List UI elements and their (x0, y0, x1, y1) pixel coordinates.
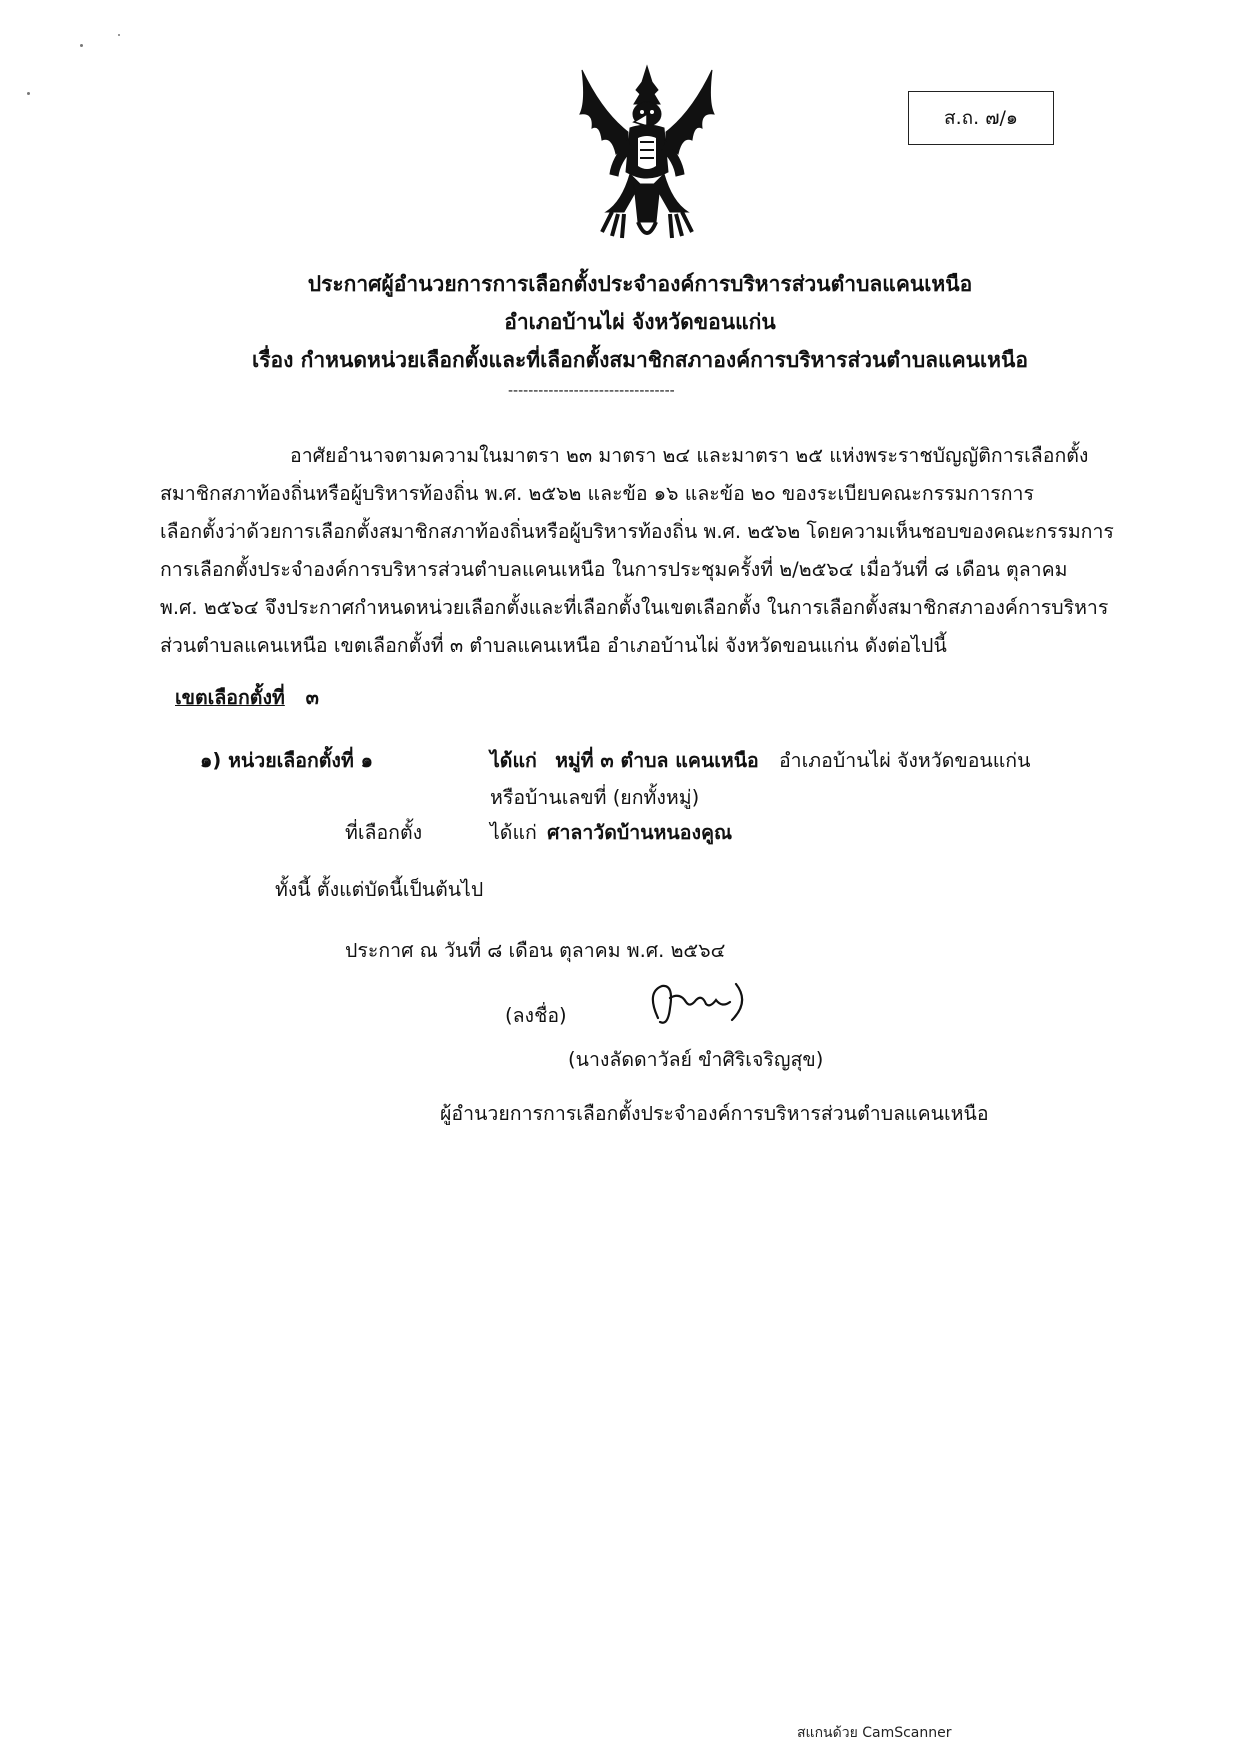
unit-location-rest: อำเภอบ้านไผ่ จังหวัดขอนแก่น (778, 749, 1031, 772)
venue-line (490, 817, 732, 848)
district-heading (175, 682, 319, 713)
body-line-6: ส่วนตำบลแคนเหนือ เขตเลือกตั้งที่ ๓ ตำบลแคนเหนือ อำเภอบ้านไผ่ จังหวัดขอนแก่น ดังต่อไปนี้ (160, 634, 947, 657)
venue-label: ที่เลือกตั้ง (345, 821, 423, 844)
announcement-title: ประกาศผู้อำนวยการการเลือกตั้งประจำองค์การบริหารส่วนตำบลแคนเหนือ (307, 272, 973, 296)
venue-name: ศาลาวัดบ้านหนองคูณ (547, 821, 733, 844)
unit-label: ๑) หน่วยเลือกตั้งที่ ๑ (200, 749, 373, 772)
venue-prefix: ได้แก่ (490, 821, 537, 844)
form-code: ส.ถ. ๗/๑ (944, 107, 1018, 129)
announcement-date: ประกาศ ณ วันที่ ๘ เดือน ตุลาคม พ.ศ. ๒๕๖๔ (345, 939, 726, 962)
district-label: เขตเลือกตั้งที่ (175, 686, 285, 709)
garuda-emblem-icon (572, 62, 722, 247)
unit-assigned-label: ได้แก่ (490, 749, 537, 772)
body-line-1: อาศัยอำนาจตามความในมาตรา ๒๓ มาตรา ๒๔ และมาตรา ๒๕ แห่งพระราชบัญญัติการเลือกตั้ง (290, 444, 1089, 467)
effective-statement: ทั้งนี้ ตั้งแต่บัดนี้เป็นต้นไป (275, 878, 484, 901)
unit-village: หมู่ที่ ๓ ตำบล แคนเหนือ (555, 749, 759, 772)
body-line-3: เลือกตั้งว่าด้วยการเลือกตั้งสมาชิกสภาท้องถิ่นหรือผู้บริหารท้องถิ่น พ.ศ. ๒๕๖๒ โดยความเห็นชอบของคณะกรรมการ (160, 520, 1114, 543)
body-line-4: การเลือกตั้งประจำองค์การบริหารส่วนตำบลแคนเหนือ ในการประชุมครั้งที่ ๒/๒๕๖๔ เมื่อวันที่ ๘ เดือน ตุลาคม (160, 558, 1068, 581)
district-number: ๓ (305, 686, 319, 709)
signed-label: (ลงชื่อ) (505, 1004, 567, 1027)
unit-assignment (490, 745, 1030, 776)
scan-speck (80, 44, 83, 47)
body-line-2: สมาชิกสภาท้องถิ่นหรือผู้บริหารท้องถิ่น พ.ศ. ๒๕๖๒ และข้อ ๑๖ และข้อ ๒๐ ของระเบียบคณะกรรมการการ (160, 482, 1034, 505)
signer-name: (นางลัดดาวัลย์ ขำศิริเจริญสุข) (568, 1048, 824, 1071)
form-code-box (908, 91, 1054, 145)
announcement-subject: เรื่อง กำหนดหน่วยเลือกตั้งและที่เลือกตั้งสมาชิกสภาองค์การบริหารส่วนตำบลแคนเหนือ (252, 348, 1028, 372)
scanner-watermark: สแกนด้วย CamScanner (797, 1725, 952, 1741)
scan-speck (27, 92, 30, 95)
title-divider: --------------------------------- (508, 383, 675, 399)
handwritten-signature (640, 978, 752, 1032)
body-line-5: พ.ศ. ๒๕๖๔ จึงประกาศกำหนดหน่วยเลือกตั้งและที่เลือกตั้งในเขตเลือกตั้ง ในการเลือกตั้งสมาชิกสภาองค์การบริหาร (160, 596, 1109, 619)
announcement-location: อำเภอบ้านไผ่ จังหวัดขอนแก่น (504, 310, 776, 334)
scan-speck (118, 34, 120, 36)
signer-position: ผู้อำนวยการการเลือกตั้งประจำองค์การบริหารส่วนตำบลแคนเหนือ (440, 1102, 989, 1125)
unit-house-numbers: หรือบ้านเลขที่ (ยกทั้งหมู่) (490, 786, 700, 809)
